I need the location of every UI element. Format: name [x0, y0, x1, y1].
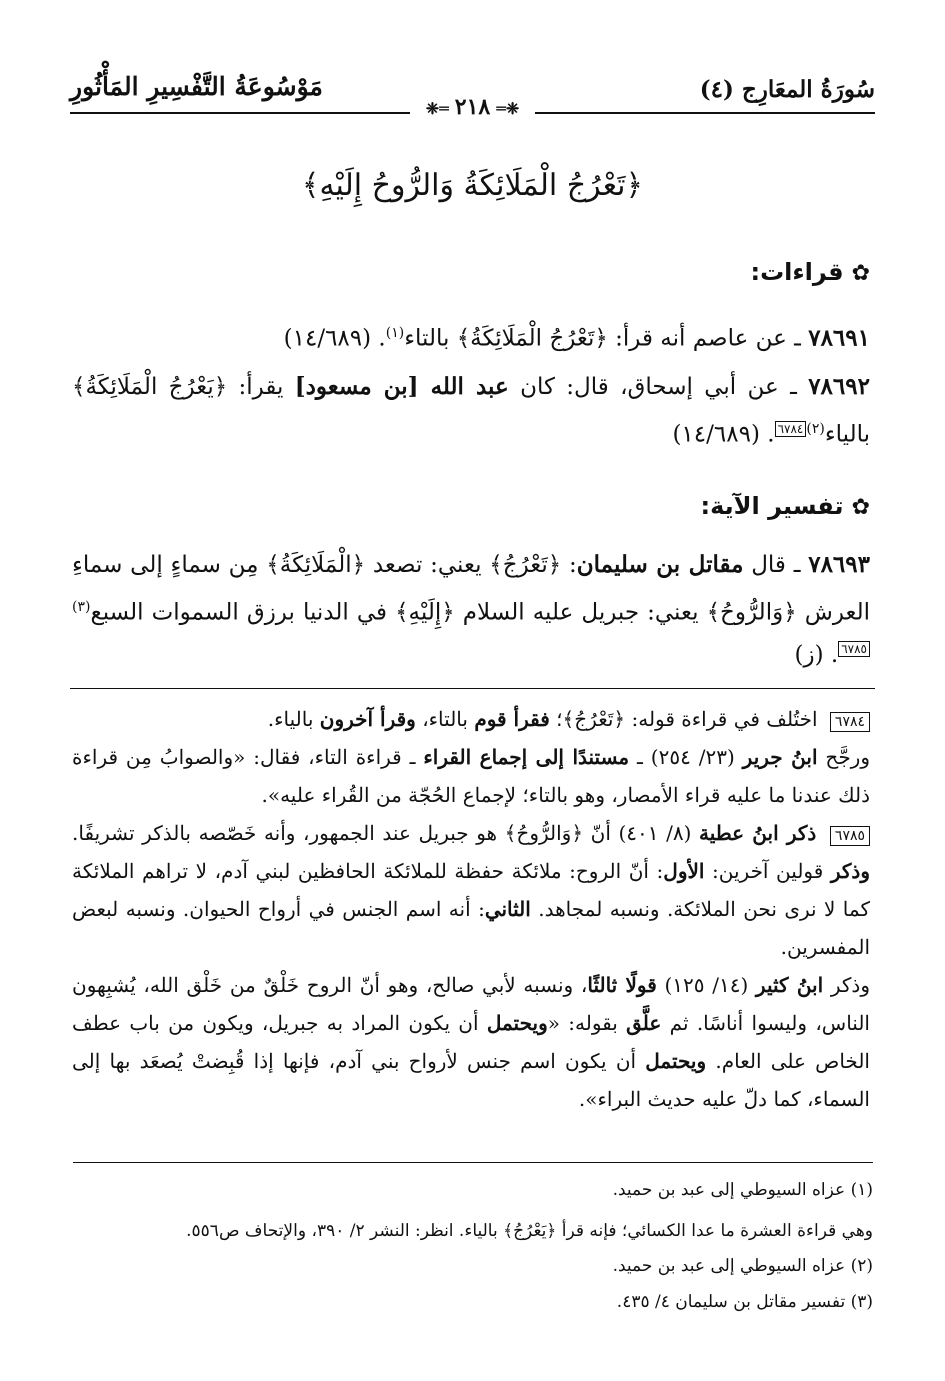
note-ref-box: ٦٧٨٥	[838, 641, 870, 657]
reading-entry-1: ٧٨٦٩١ ـ عن عاصم أنه قرأ: ﴿تَعْرُجُ الْمَلَائِكَةُ﴾ بالتاء$^{(١)}$. (١٤/٦٨٩)	[283, 324, 870, 352]
footnote-1: (١) عزاه السيوطي إلى عبد بن حميد.	[612, 1180, 873, 1200]
scholar-note-3: ٦٧٨٥ ذكر ابنُ عطية (٨/ ٤٠١) أنّ ﴿وَالرُّوحُ﴾ هو جبريل عند الجمهور، وأنه خَصّصه بالذكر تشريفًا. وذكر قولين آخرين: الأول: أنّ الروح: ملائكة حفظة للملائكة الحافظين لبني آدم، لا تراهم الملائكة كما لا نرى نحن الملائكة. ونسبه لمجاهد. الثاني: أنه اسم الجنس في أرواح الحيوان. ونسبه لبعض المفسرين.	[72, 821, 870, 959]
footnote-divider	[73, 1162, 873, 1163]
page-number-block	[0, 94, 945, 120]
scholar-note-1: ٦٧٨٤ اختُلف في قراءة قوله: ﴿تَعْرُجُ﴾؛ فقرأ قوم بالتاء، وقرأ آخرون بالياء.	[72, 700, 870, 738]
ornament-icon: ❈═	[496, 99, 520, 118]
ornament-icon: ═❈	[425, 99, 449, 118]
scholar-note-2: ورجَّح ابنُ جرير (٢٣/ ٢٥٤) ـ مستندًا إلى إجماع القراء ـ قراءة التاء، فقال: «والصوابُ مِن قراءة ذلك عندنا ما عليه قراء الأمصار، وهو بالتاء؛ لإجماع الحُجّة من القُراء عليه».	[72, 745, 870, 807]
footnote-1-continued: وهي قراءة العشرة ما عدا الكسائي؛ فإنه قرأ ﴿يَعْرُجُ﴾ بالياء. انظر: النشر ٢/ ٣٩٠، والإتحاف ص٥٥٦.	[186, 1221, 873, 1241]
entry-number: ٧٨٦٩٣	[808, 551, 870, 578]
section-heading-tafsir: ✿تفسير الآية:	[700, 492, 870, 520]
reading-entry-2: ٧٨٦٩٢ ـ عن أبي إسحاق، قال: كان عبد الله [بن مسعود] يقرأ: ﴿يَعْرُجُ الْمَلَائِكَةُ﴾ بالياء$^{(٢)}$٦٧٨٤. (١٤/٦٨٩)	[72, 373, 870, 448]
book-title: مَوْسُوعَةُ التَّفْسِيرِ المَأْثُورِ	[70, 72, 323, 101]
section-heading-readings: ✿قراءات:	[750, 258, 870, 286]
tafsir-entry-1: ٧٨٦٩٣ ـ قال مقاتل بن سليمان: ﴿تَعْرُجُ﴾ يعني: تصعد ﴿الْمَلَائِكَةُ﴾ مِن سماءٍ إلى سماءِ العرش ﴿وَالرُّوحُ﴾ يعني: جبريل عليه السلام ﴿إِلَيْهِ﴾ في الدنيا برزق السموات السبع$^{(٣)}$٦٧٨٥. (ز)	[72, 551, 870, 668]
scholar-note-4: وذكر ابنُ كثير (١٤/ ١٢٥) قولًا ثالثًا، ونسبه لأبي صالح، وهو أنّ الروح خَلْقٌ من خَلْق الله، يُشبِهون الناس، وليسوا أناسًا. ثم علَّق بقوله: «ويحتمل أن يكون المراد به جبريل، ويكون من باب عطف الخاص على العام. ويحتمل أن يكون اسم جنس لأرواح بني آدم، فإنها إذا قُبِضتْ يُصعَد بها إلى السماء، كما دلّ عليه حديث البراء».	[72, 973, 870, 1111]
note-ref-box: ٦٧٨٤	[775, 421, 807, 437]
footnote-3: (٣) تفسير مقاتل بن سليمان ٤/ ٤٣٥.	[616, 1292, 873, 1312]
note-number-box: ٦٧٨٥	[830, 826, 870, 846]
entry-number: ٧٨٦٩١	[808, 324, 870, 352]
verse-heading: ﴿تَعْرُجُ الْمَلَائِكَةُ وَالرُّوحُ إِلَيْهِ﴾	[301, 168, 644, 203]
flower-icon: ✿	[851, 495, 870, 520]
flower-icon: ✿	[851, 261, 870, 286]
notes-divider	[70, 688, 875, 689]
note-number-box: ٦٧٨٤	[830, 712, 870, 732]
page-number: ٢١٨	[454, 94, 491, 120]
surah-title: سُورَةُ المعَارِج (٤)	[699, 76, 875, 103]
entry-number: ٧٨٦٩٢	[808, 373, 870, 400]
footnote-2: (٢) عزاه السيوطي إلى عبد بن حميد.	[612, 1256, 873, 1276]
